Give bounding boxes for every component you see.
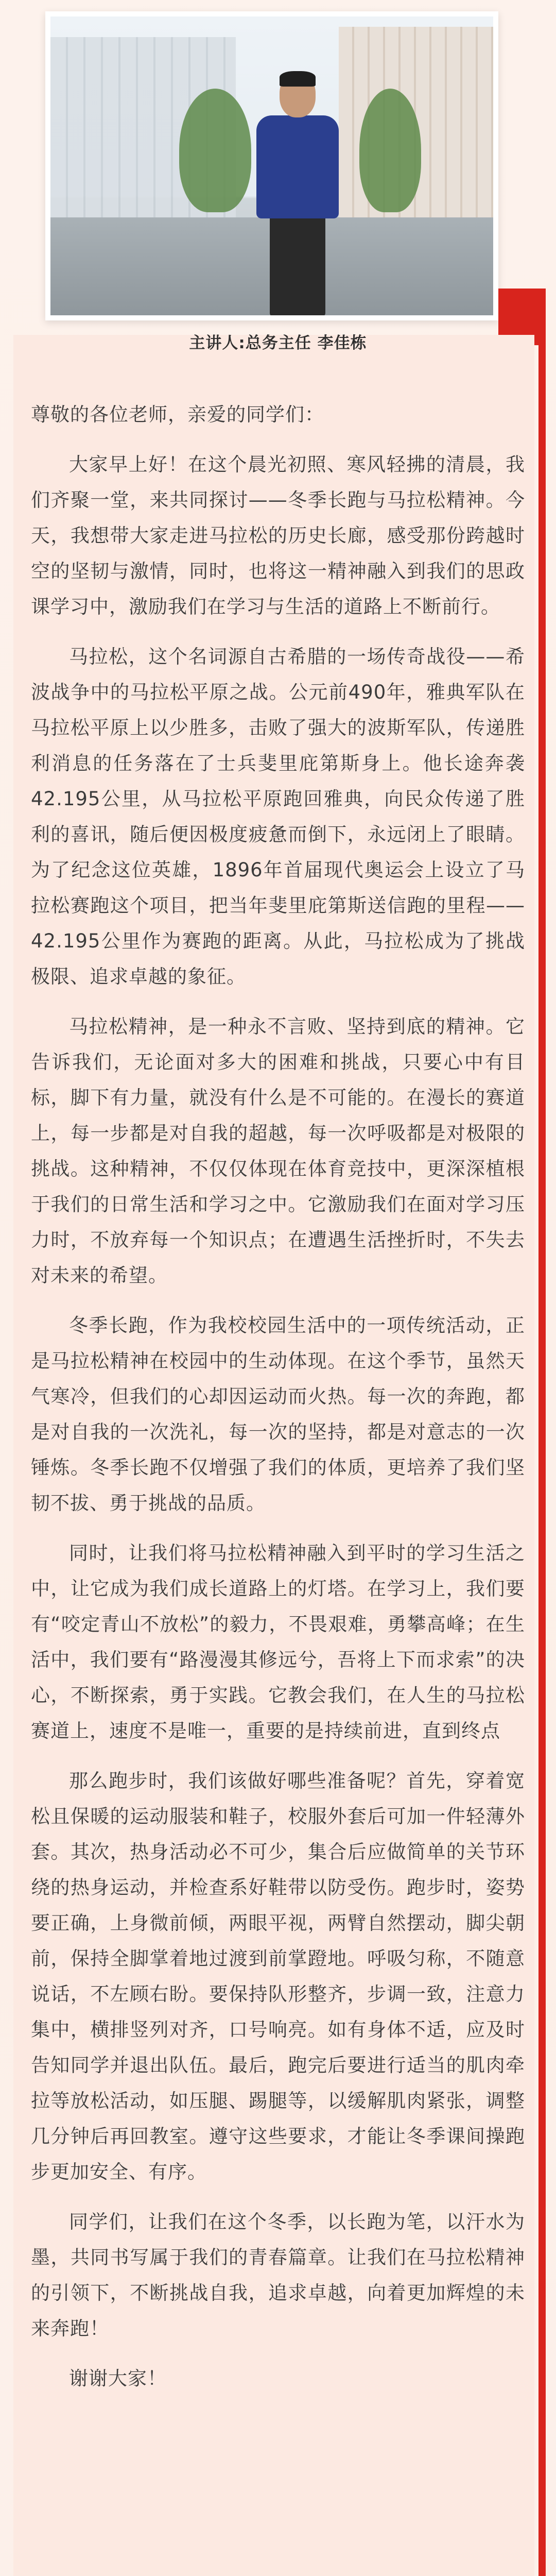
paragraph: 同学们，让我们在这个冬季，以长跑为笔，以汗水为墨，共同书写属于我们的青春篇章。让我们在马拉松精神的引领下，不断挑战自我，追求卓越，向着更加辉煌的未来奔跑！ [31,2211,525,2340]
paragraph: 马拉松，这个名词源自古希腊的一场传奇战役——希波战争中的马拉松平原之战。公元前490年，雅典军队在马拉松平原上以少胜多，击败了强大的波斯军队，传递胜利消息的任务落在了士兵斐里庇第斯身上。他长途奔袭42.195公里，从马拉松平原跑回雅典，向民众传递了胜利的喜讯，随后便因极度疲惫而倒下，永远闭上了眼睛。为了纪念这位英雄，1896年首届现代奥运会上设立了马拉松赛跑这个项目，把当年斐里庇第斯送信跑的里程——42.195公里作为赛跑的距离。从此，马拉松成为了挑战极限、追求卓越的象征。 [31,646,525,988]
speaker-hair [280,71,316,87]
speaker-shirt [256,115,339,218]
speaker-figure [251,73,344,315]
paragraph: 马拉松精神，是一种永不言败、坚持到底的精神。它告诉我们，无论面对多大的困难和挑战，只要心中有目标，脚下有力量，就没有什么是不可能的。在漫长的赛道上，每一步都是对自我的超越，每一次呼吸都是对极限的挑战。这种精神，不仅仅体现在体育竞技中，更深深植根于我们的日常生活和学习之中。它激励我们在面对学习压力时，不放弃每一个知识点；在遭遇生活挫折时，不失去对未来的希望。 [31,1015,525,1286]
speech-body [31,397,525,2411]
red-accent-bar [538,340,546,2576]
tree [179,89,251,212]
paragraph: 谢谢大家！ [69,2367,167,2389]
paragraph: 那么跑步时，我们该做好哪些准备呢？首先，穿着宽松且保暖的运动服装和鞋子，校服外套后可加一件轻薄外套。其次，热身活动必不可少，集合后应做简单的关节环绕的热身运动，并检查系好鞋带以防受伤。跑步时，姿势要正确，上身微前倾，两眼平视，两臂自然摆动，脚尖朝前，保持全脚掌着地过渡到前掌蹬地。呼吸匀称，不随意说话，不左顾右盼。要保持队形整齐，步调一致，注意力集中，横排竖列对齐，口号响亮。如有身体不适，应及时告知同学并退出队伍。最后，跑完后要进行适当的肌肉牵拉等放松活动，如压腿、踢腿等，以缓解肌肉紧张，调整几分钟后再回教室。遵守这些要求，才能让冬季课间操跑步更加安全、有序。 [31,1770,525,2183]
presenter-line: 主讲人:总务主任 李佳栋 [189,334,367,352]
paragraph: 同时，让我们将马拉松精神融入到平时的学习生活之中，让它成为我们成长道路上的灯塔。在学习上，我们要有“咬定青山不放松”的毅力，不畏艰难，勇攀高峰；在生活中，我们要有“路漫漫其修远兮，吾将上下而求索”的决心，不断探索，勇于实践。它教会我们，在人生的马拉松赛道上，速度不是唯一，重要的是持续前进，直到终点 [31,1542,525,1742]
speaker-legs [270,213,325,315]
paragraph: 大家早上好！在这个晨光初照、寒风轻拂的清晨，我们齐聚一堂，来共同探讨——冬季长跑与马拉松精神。今天，我想带大家走进马拉松的历史长廊，感受那份跨越时空的坚韧与激情，同时，也将这一精神融入到我们的思政课学习中，激励我们在学习与生活的道路上不断前行。 [31,453,525,618]
tree [359,89,421,212]
paragraph: 尊敬的各位老师，亲爱的同学们： [31,403,324,426]
photo-frame [45,11,498,320]
speaker-photo [50,16,493,315]
paragraph: 冬季长跑，作为我校校园生活中的一项传统活动，正是马拉松精神在校园中的生动体现。在这个季节，虽然天气寒冷，但我们的心却因运动而火热。每一次的奔跑，都是对自我的一次洗礼，每一次的坚持，都是对意志的一次锤炼。冬季长跑不仅增强了我们的体质，更培养了我们坚韧不拔、勇于挑战的品质。 [31,1314,525,1514]
